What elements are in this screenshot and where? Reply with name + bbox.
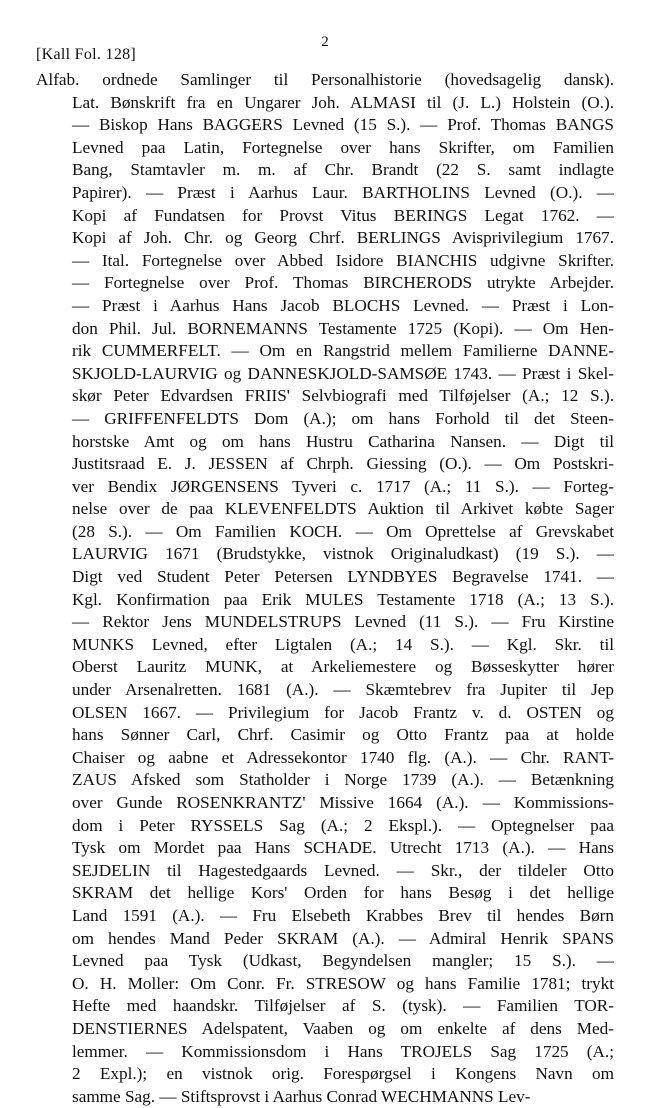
text-line: Levned paa Latin, Fortegnelse over hans Skrifter, om Familien	[72, 137, 614, 157]
text-line: SEJDELIN til Hagestedgaards Levned. — Skr., der tildeler Otto	[72, 860, 614, 880]
text-line: — Ital. Fortegnelse over Abbed Isidore BIANCHIS udgivne Skrifter.	[72, 250, 614, 270]
text-line: horstske Amt og om hans Hustru Catharina Nansen. — Digt til	[72, 431, 614, 451]
text-line: hans Sønner Carl, Chrf. Casimir og Otto Frantz paa at holde	[72, 725, 614, 745]
text-line: samme Sag. — Stiftsprovst i Aarhus Conrad WECHMANNS Lev-	[72, 1086, 531, 1106]
text-line: SKRAM det hellige Kors' Orden for hans Besøg i det hellige	[72, 883, 614, 903]
text-line: Levned paa Tysk (Udkast, Begyndelsen mangler; 15 S.). —	[72, 951, 614, 971]
text-line: — Fortegnelse over Prof. Thomas BIRCHERODS utrykte Arbejder.	[72, 273, 614, 293]
text-line: ZAUS Afsked som Statholder i Norge 1739 (A.). — Betænkning	[72, 770, 614, 790]
text-line: don Phil. Jul. BORNEMANNS Testamente 1725 (Kopi). — Om Hen-	[72, 318, 614, 338]
text-line: Justitsraad E. J. JESSEN af Chrph. Giessing (O.). — Om Postskri-	[72, 454, 614, 474]
text-line: Bang, Stamtavler m. m. af Chr. Brandt (22 S. samt indlagte	[72, 160, 614, 180]
text-line: rik CUMMERFELT. — Om en Rangstrid mellem Familierne DANNE-	[72, 341, 614, 361]
text-line: DENSTIERNES Adelspatent, Vaaben og om enkelte af dens Med-	[72, 1018, 614, 1038]
text-line: Kopi af Fundatsen for Provst Vitus BERINGS Legat 1762. —	[72, 205, 614, 225]
text-line: MUNKS Levned, efter Ligtalen (A.; 14 S.). — Kgl. Skr. til	[72, 634, 614, 654]
text-line: (28 S.). — Om Familien KOCH. — Om Oprettelse af Grevskabet	[72, 521, 614, 541]
text-line: lemmer. — Kommissionsdom i Hans TROJELS Sag 1725 (A.;	[72, 1041, 614, 1061]
page-number: 2	[321, 34, 329, 50]
text-line: Kopi af Joh. Chr. og Georg Chrf. BERLINGS Avisprivilegium 1767.	[72, 228, 614, 248]
text-line: om hendes Mand Peder SKRAM (A.). — Admiral Henrik SPANS	[72, 928, 614, 948]
text-line: Kgl. Konfirmation paa Erik MULES Testamente 1718 (A.; 13 S.).	[72, 589, 614, 609]
text-line: Oberst Lauritz MUNK, at Arkeliemestere og Bøsseskytter hører	[72, 657, 614, 677]
text-line: 2 Expl.); en vistnok orig. Forespørgsel i Kongens Navn om	[72, 1064, 614, 1084]
text-line: — Biskop Hans BAGGERS Levned (15 S.). — Prof. Thomas BANGS	[72, 115, 614, 135]
text-line: LAURVIG 1671 (Brudstykke, vistnok Originaludkast) (19 S.). —	[72, 544, 614, 564]
text-line: OLSEN 1667. — Privilegium for Jacob Frantz v. d. OSTEN og	[72, 702, 614, 722]
text-line: Alfab. ordnede Samlinger til Personalhistorie (hovedsagelig dansk).	[36, 70, 614, 89]
text-line: O. H. Moller: Om Conr. Fr. STRESOW og hans Familie 1781; trykt	[72, 973, 614, 993]
text-line: Chaiser og aabne et Adressekontor 1740 flg. (A.). — Chr. RANT-	[72, 747, 614, 767]
text-line: ver Bendix JØRGENSENS Tyveri c. 1717 (A.; 11 S.). — Forteg-	[72, 476, 614, 496]
text-line: nelse over de paa KLEVENFELDTS Auktion til Arkivet købte Sager	[72, 499, 614, 519]
text-line: — Rektor Jens MUNDELSTRUPS Levned (11 S.). — Fru Kirstine	[72, 612, 614, 632]
text-line: Hefte med haandskr. Tilføjelser af S. (tysk). — Familien TOR-	[72, 996, 614, 1016]
shelfmark: [Kall Fol. 128]	[36, 46, 137, 63]
text-line: over Gunde ROSENKRANTZ' Missive 1664 (A.). — Kommissions-	[72, 793, 614, 812]
text-line: SKJOLD-LAURVIG og DANNESKJOLD-SAMSØE 1743. — Præst i Skel-	[72, 363, 614, 383]
text-line: Digt ved Student Peter Petersen LYNDBYES Begravelse 1741. —	[72, 567, 614, 587]
text-line: — Præst i Aarhus Hans Jacob BLOCHS Levned. — Præst i Lon-	[72, 295, 614, 315]
text-line: under Arsenalretten. 1681 (A.). — Skæmtebrev fra Jupiter til Jep	[72, 680, 614, 700]
catalog-entry	[36, 69, 614, 1108]
text-line: skør Peter Edvardsen FRIIS' Selvbiografi med Tilføjelser (A.; 12 S.).	[72, 386, 614, 406]
text-line: Tysk om Mordet paa Hans SCHADE. Utrecht 1713 (A.). — Hans	[72, 838, 614, 858]
text-line: Land 1591 (A.). — Fru Elsebeth Krabbes Brev til hendes Børn	[72, 905, 614, 925]
text-line: dom i Peter RYSSELS Sag (A.; 2 Ekspl.). — Optegnelser paa	[72, 815, 614, 835]
text-line: Lat. Bønskrift fra en Ungarer Joh. ALMASI til (J. L.) Holstein (O.).	[72, 92, 614, 112]
text-line: — GRIFFENFELDTS Dom (A.); om hans Forhold til det Steen-	[72, 408, 614, 428]
text-line: Papirer). — Præst i Aarhus Laur. BARTHOLINS Levned (O.). —	[72, 182, 614, 202]
